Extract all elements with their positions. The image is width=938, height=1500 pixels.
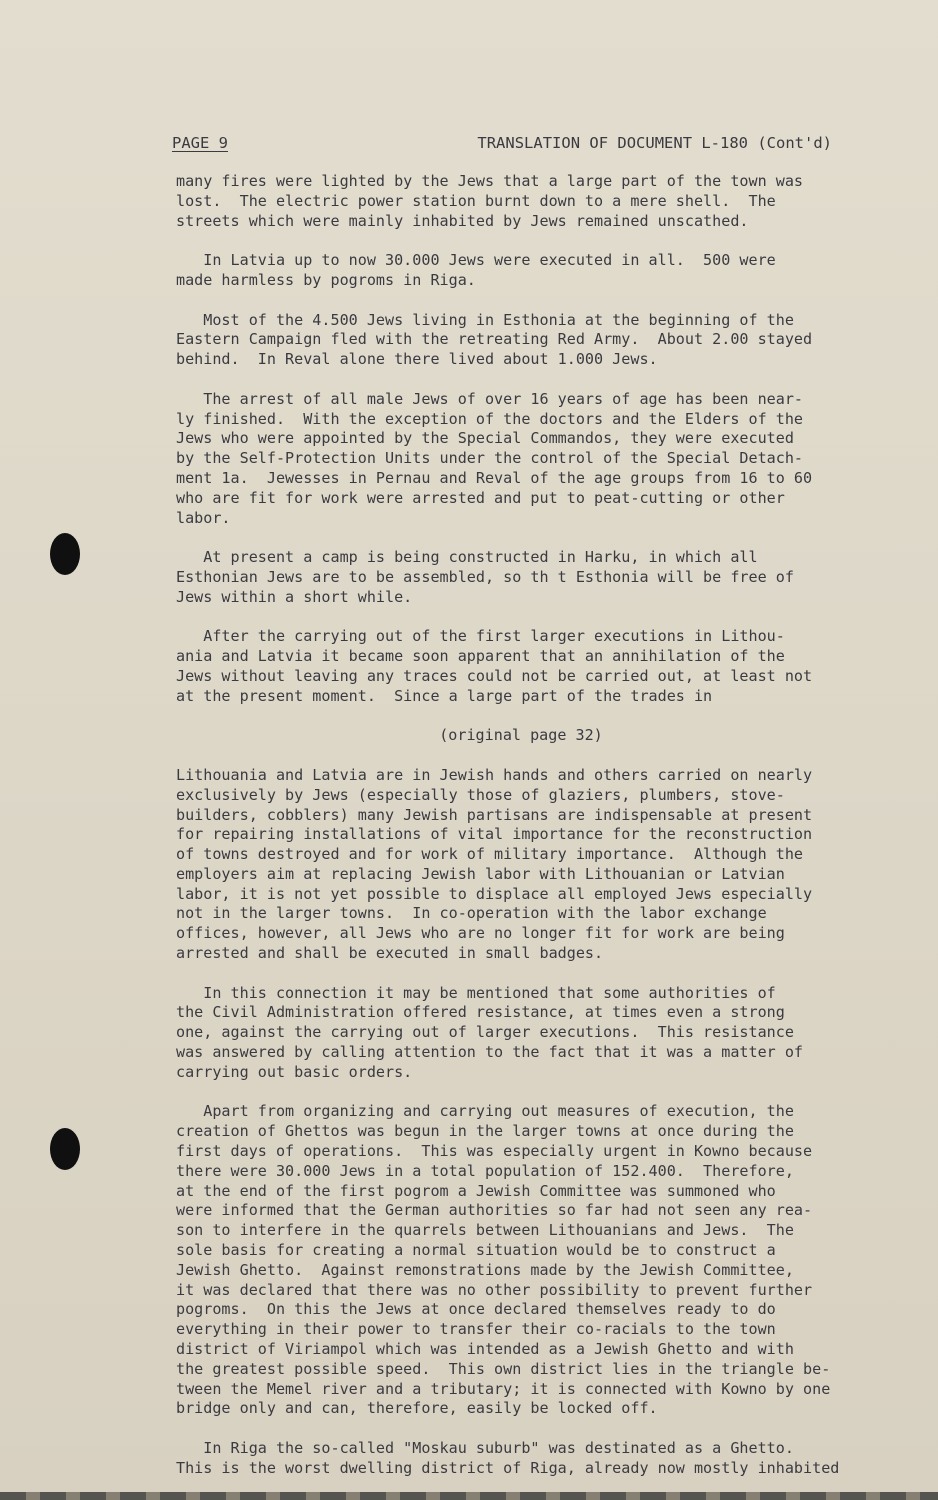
text-line: Apart from organizing and carrying out measures of execution, the: [176, 1102, 794, 1121]
text-line: everything in their power to transfer their co-racials to the town: [176, 1320, 776, 1339]
text-line: offices, however, all Jews who are no longer fit for work are being: [176, 924, 785, 943]
text-line: were informed that the German authorities so far had not seen any rea-: [176, 1201, 813, 1220]
text-line: After the carrying out of the first larger executions in Lithou-: [176, 627, 785, 646]
text-line: many fires were lighted by the Jews that a large part of the town was: [176, 172, 804, 190]
text-line: district of Viriampol which was intended as a Jewish Ghetto and with: [176, 1340, 794, 1359]
text-line: first days of operations. This was especially urgent in Kowno because: [176, 1142, 813, 1161]
text-line: This is the worst dwelling district of Riga, already now mostly inhabited: [176, 1458, 840, 1477]
text-line: Jews within a short while.: [176, 587, 413, 606]
document-body: [176, 172, 866, 1498]
text-line: In this connection it may be mentioned that some authorities of: [176, 983, 776, 1002]
text-line: In Latvia up to now 30.000 Jews were executed in all. 500 were: [176, 251, 776, 270]
text-line: son to interfere in the quarrels between Lithouanians and Jews. The: [176, 1221, 794, 1240]
text-line: for repairing installations of vital importance for the reconstruction: [176, 825, 813, 844]
text-line: labor, it is not yet possible to displace all employed Jews especially: [176, 884, 813, 903]
text-line: ly finished. With the exception of the doctors and the Elders of the: [176, 409, 804, 428]
text-line: was answered by calling attention to the fact that it was a matter of: [176, 1043, 804, 1062]
text-line: At present a camp is being constructed in Harku, in which all: [176, 548, 758, 567]
text-line: Jews without leaving any traces could not be carried out, at least not: [176, 666, 813, 685]
paragraph: [176, 311, 866, 370]
text-line: lost. The electric power station burnt down to a mere shell. The: [176, 191, 776, 210]
text-line: Lithouania and Latvia are in Jewish hands and others carried on nearly: [176, 765, 813, 784]
paragraph: [176, 172, 866, 231]
paragraph: [176, 766, 866, 964]
text-line: streets which were mainly inhabited by Jews remained unscathed.: [176, 211, 749, 230]
paragraph: [176, 984, 866, 1083]
text-line: ment 1a. Jewesses in Pernau and Reval of the age groups from 16 to 60: [176, 468, 813, 487]
text-line: builders, cobblers) many Jewish partisans are indispensable at present: [176, 805, 813, 824]
text-line: carrying out basic orders.: [176, 1062, 413, 1081]
text-line: employers aim at replacing Jewish labor with Lithouanian or Latvian: [176, 864, 785, 883]
text-line: creation of Ghettos was begun in the larger towns at once during the: [176, 1122, 794, 1141]
punch-hole: [50, 533, 80, 575]
punch-hole: [50, 1128, 80, 1170]
text-line: not in the larger towns. In co-operation with the labor exchange: [176, 904, 767, 923]
text-line: the Civil Administration offered resistance, at times even a strong: [176, 1003, 785, 1022]
text-line: arrested and shall be executed in small badges.: [176, 944, 604, 963]
paragraph: [176, 548, 866, 607]
paragraph: [176, 627, 866, 706]
text-line: one, against the carrying out of larger executions. This resistance: [176, 1023, 794, 1042]
page-header: [172, 134, 832, 156]
text-line: Jews who were appointed by the Special Commandos, they were executed: [176, 429, 794, 448]
paragraph: [176, 390, 866, 529]
paragraph: [176, 1102, 866, 1419]
paragraph: [176, 251, 866, 291]
paragraph-group-before-note: [176, 172, 866, 707]
text-line: The arrest of all male Jews of over 16 years of age has been near-: [176, 389, 804, 408]
paragraph-group-after-note: [176, 766, 866, 1479]
text-line: ania and Latvia it became soon apparent that an annihilation of the: [176, 647, 785, 666]
text-line: it was declared that there was no other possibility to prevent further: [176, 1280, 813, 1299]
original-page-note: (original page 32): [439, 726, 603, 745]
text-line: labor.: [176, 508, 231, 527]
document-title: TRANSLATION OF DOCUMENT L-180 (Cont'd): [477, 134, 832, 152]
text-line: Esthonian Jews are to be assembled, so th t Esthonia will be free of: [176, 567, 794, 586]
page-number: PAGE 9: [172, 134, 228, 152]
text-line: at the end of the first pogrom a Jewish Committee was summoned who: [176, 1181, 776, 1200]
text-line: there were 30.000 Jews in a total population of 152.400. Therefore,: [176, 1161, 794, 1180]
text-line: of towns destroyed and for work of military importance. Although the: [176, 845, 804, 864]
text-line: tween the Memel river and a tributary; it is connected with Kowno by one: [176, 1379, 831, 1398]
text-line: pogroms. On this the Jews at once declared themselves ready to do: [176, 1300, 776, 1319]
text-line: at the present moment. Since a large part of the trades in: [176, 686, 713, 705]
text-line: made harmless by pogroms in Riga.: [176, 270, 476, 289]
text-line: who are fit for work were arrested and put to peat-cutting or other: [176, 488, 785, 507]
text-line: behind. In Reval alone there lived about 1.000 Jews.: [176, 350, 658, 369]
text-line: Eastern Campaign fled with the retreating Red Army. About 2.00 stayed: [176, 330, 813, 349]
text-line: by the Self-Protection Units under the control of the Special Detach-: [176, 449, 804, 468]
text-line: Most of the 4.500 Jews living in Esthonia at the beginning of the: [176, 310, 794, 329]
text-line: bridge only and can, therefore, easily be locked off.: [176, 1399, 658, 1418]
text-line: sole basis for creating a normal situation would be to construct a: [176, 1241, 776, 1260]
paragraph: [176, 1439, 866, 1479]
text-line: exclusively by Jews (especially those of glaziers, plumbers, stove-: [176, 785, 785, 804]
text-line: Jewish Ghetto. Against remonstrations made by the Jewish Committee,: [176, 1260, 794, 1279]
text-line: In Riga the so-called "Moskau suburb" was destinated as a Ghetto.: [176, 1439, 794, 1457]
text-line: the greatest possible speed. This own district lies in the triangle be-: [176, 1359, 831, 1378]
